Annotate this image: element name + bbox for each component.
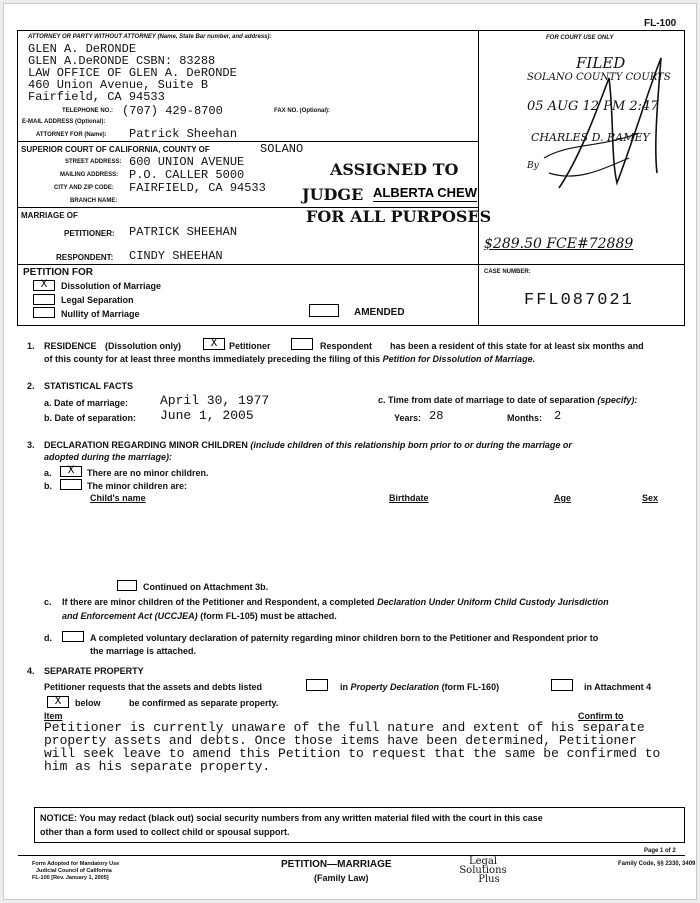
attachment-4-checkbox[interactable] — [551, 679, 573, 691]
adopted-line3: FL-100 [Rev. January 1, 2005] — [32, 875, 109, 881]
s3-d-text2: the marriage is attached. — [90, 646, 197, 656]
s1-title: RESIDENCE — [44, 341, 97, 351]
attorney-line3: LAW OFFICE OF GLEN A. DeRONDE — [28, 66, 237, 80]
city-value: FAIRFIELD, CA 94533 — [129, 181, 266, 195]
stamp-clerk: CHARLES D. RAMEY — [531, 131, 650, 144]
case-number: FFL087021 — [524, 291, 634, 310]
s4-body2: property assets and debts. Once those items have been determined, Petitioner — [44, 733, 637, 748]
s2-months-value: 2 — [554, 409, 562, 423]
email-label: E-MAIL ADDRESS (Optional): — [22, 119, 106, 125]
s4-item-label: Item — [44, 711, 63, 721]
brand-logo: Legal Solutions Plus — [459, 856, 507, 885]
s3-a-label: a. — [44, 468, 52, 478]
s2-b-value: June 1, 2005 — [160, 408, 254, 423]
nullity-label: Nullity of Marriage — [61, 309, 140, 319]
stamp-date: 05 AUG 12 PM 2:47 — [527, 99, 659, 114]
adopted-line1: Form Adopted for Mandatory Use — [32, 861, 120, 867]
mailing-value: P.O. CALLER 5000 — [129, 168, 245, 182]
marriage-header: MARRIAGE OF — [21, 211, 78, 220]
street-label: STREET ADDRESS: — [65, 159, 122, 165]
s3-b-label: b. — [44, 481, 52, 491]
attorney-line2: GLEN A.DeRONDE CSBN: 83288 — [28, 54, 216, 68]
s4-confirm-label: Confirm to — [578, 711, 624, 721]
respondent-name: CINDY SHEEHAN — [129, 249, 223, 263]
respondent-label: RESPONDENT: — [56, 253, 114, 262]
amended-checkbox[interactable] — [309, 304, 339, 317]
caption-divider — [478, 31, 479, 325]
no-minor-children-checkbox[interactable]: X — [60, 466, 82, 477]
s2-b-label: b. Date of separation: — [44, 413, 137, 423]
footer-subtitle: (Family Law) — [314, 873, 369, 883]
judge-label: JUDGE — [302, 185, 364, 204]
adopted-line2: Judicial Council of California — [36, 868, 112, 874]
court-header: SUPERIOR COURT OF CALIFORNIA, COUNTY OF — [21, 145, 210, 154]
s4-line1: Petitioner requests that the assets and debts listed — [44, 682, 263, 692]
s3-d-label: d. — [44, 633, 52, 643]
petitioner-label: PETITIONER: — [64, 229, 115, 238]
fax-label: FAX NO. (Optional): — [274, 108, 330, 114]
s3-b-text: The minor children are: — [87, 481, 188, 491]
s4-title: SEPARATE PROPERTY — [44, 666, 144, 676]
residence-respondent-checkbox[interactable] — [291, 338, 313, 350]
form-page — [3, 3, 697, 900]
s2-a-value: April 30, 1977 — [160, 393, 270, 408]
attorney-for-label: ATTORNEY FOR (Name): — [36, 132, 107, 138]
mailing-label: MAILING ADDRESS: — [60, 172, 119, 178]
s2-years-label: Years: — [394, 413, 422, 423]
s4-prop-decl: in Property Declaration (form FL-160) — [340, 682, 500, 692]
assigned-line3: FOR ALL PURPOSES — [306, 207, 492, 226]
attorney-line4: 460 Union Avenue, Suite B — [28, 78, 209, 92]
below-checkbox[interactable]: X — [47, 696, 69, 708]
s3-continued: Continued on Attachment 3b. — [143, 582, 269, 592]
petition-for-header: PETITION FOR — [23, 267, 93, 278]
s2-c-label: c. Time from date of marriage to date of separation (specify): — [378, 395, 638, 405]
s4-body1: Petitioner is currently unaware of the full nature and extent of his separate — [44, 720, 645, 735]
case-number-label: CASE NUMBER: — [484, 269, 531, 275]
s3-num: 3. — [27, 440, 35, 450]
s2-num: 2. — [27, 381, 35, 391]
legal-separation-checkbox[interactable] — [33, 294, 55, 305]
s4-body3: will seek leave to amend this Petition to request that the same be confirmed to — [44, 746, 661, 761]
notice-line2: other than a form used to collect child or spousal support. — [40, 827, 290, 837]
s4-confirmed: be confirmed as separate property. — [129, 698, 279, 708]
family-code: Family Code, §§ 2330, 3409 — [618, 861, 696, 867]
attorney-line1: GLEN A. DeRONDE — [28, 42, 137, 56]
nullity-checkbox[interactable] — [33, 307, 55, 318]
s1-num: 1. — [27, 341, 35, 351]
s4-below: below — [75, 698, 101, 708]
judge-name: ALBERTA CHEW — [373, 185, 477, 200]
amended-label: AMENDED — [354, 307, 405, 318]
page-number: Page 1 of 2 — [644, 848, 676, 854]
stamp-filed: FILED — [576, 54, 626, 72]
telephone-value: (707) 429-8700 — [122, 104, 223, 118]
dissolution-label: Dissolution of Marriage — [61, 281, 162, 291]
s3-c-label: c. — [44, 597, 52, 607]
petitioner-name: PATRICK SHEEHAN — [129, 225, 238, 239]
s1-text1: has been a resident of this state for at least six months and — [390, 341, 644, 351]
s4-body4: him as his separate property. — [44, 759, 271, 774]
s3-c-text1: If there are minor children of the Petitioner and Respondent, a completed Declaration Under Uniform Child Custody Jurisdiction — [62, 597, 609, 607]
s2-title: STATISTICAL FACTS — [44, 381, 133, 391]
court-county: SOLANO — [260, 142, 304, 156]
s3-title: DECLARATION REGARDING MINOR CHILDREN (include children of this relationship born prior to or during the marriage or — [44, 440, 572, 450]
col-age: Age — [554, 493, 572, 503]
footer-title: PETITION—MARRIAGE — [281, 859, 392, 870]
form-id: FL-100 — [644, 18, 677, 29]
fee-note: $289.50 FCE#72889 — [484, 236, 634, 252]
s3-d-text1: A completed voluntary declaration of paternity regarding minor children born to the Petitioner and Respondent prior to — [90, 633, 599, 643]
clerk-signature-icon — [539, 48, 669, 198]
street-value: 600 UNION AVENUE — [129, 155, 245, 169]
s2-years-value: 28 — [429, 409, 444, 423]
stamp-county: SOLANO COUNTY COURTS — [527, 72, 671, 83]
telephone-label: TELEPHONE NO.: — [62, 108, 114, 114]
col-birthdate: Birthdate — [389, 493, 429, 503]
s2-months-label: Months: — [507, 413, 542, 423]
s3-c-text2: and Enforcement Act (UCCJEA) (form FL-105) must be attached. — [62, 611, 337, 621]
col-sex: Sex — [642, 493, 659, 503]
s2-a-label: a. Date of marriage: — [44, 398, 129, 408]
attorney-line5: Fairfield, CA 94533 — [28, 90, 165, 104]
legal-separation-label: Legal Separation — [61, 295, 134, 305]
assigned-line1: ASSIGNED TO — [330, 160, 459, 179]
col-child-name: Child's name — [90, 493, 146, 503]
paternity-checkbox[interactable] — [62, 631, 84, 642]
s3-a-text: There are no minor children. — [87, 468, 209, 478]
attorney-header: ATTORNEY OR PARTY WITHOUT ATTORNEY (Name, State Bar number, and address): — [28, 34, 272, 40]
s4-num: 4. — [27, 666, 35, 676]
branch-label: BRANCH NAME: — [70, 198, 118, 204]
s1-text2: of this county for at least three months immediately preceding the filing of this Petition for Dissolution of Marriage. — [44, 354, 536, 364]
s1-sub: (Dissolution only) — [105, 341, 181, 351]
city-label: CITY AND ZIP CODE: — [54, 185, 114, 191]
court-use-label: FOR COURT USE ONLY — [546, 35, 614, 41]
residence-petitioner-checkbox[interactable]: X — [203, 338, 225, 350]
notice-line1: NOTICE: You may redact (black out) social security numbers from any written material filed with the court in this case — [40, 813, 543, 823]
dissolution-checkbox[interactable]: X — [33, 280, 55, 291]
stamp-by: By — [527, 161, 539, 171]
s3-title-cont: adopted during the marriage): — [44, 452, 173, 462]
attorney-for-value: Patrick Sheehan — [129, 127, 238, 141]
s1-respondent: Respondent — [320, 341, 373, 351]
minor-children-checkbox[interactable] — [60, 479, 82, 490]
attachment-3b-checkbox[interactable] — [117, 580, 137, 591]
s4-attachment: in Attachment 4 — [584, 682, 652, 692]
s1-petitioner: Petitioner — [229, 341, 271, 351]
property-declaration-checkbox[interactable] — [306, 679, 328, 691]
